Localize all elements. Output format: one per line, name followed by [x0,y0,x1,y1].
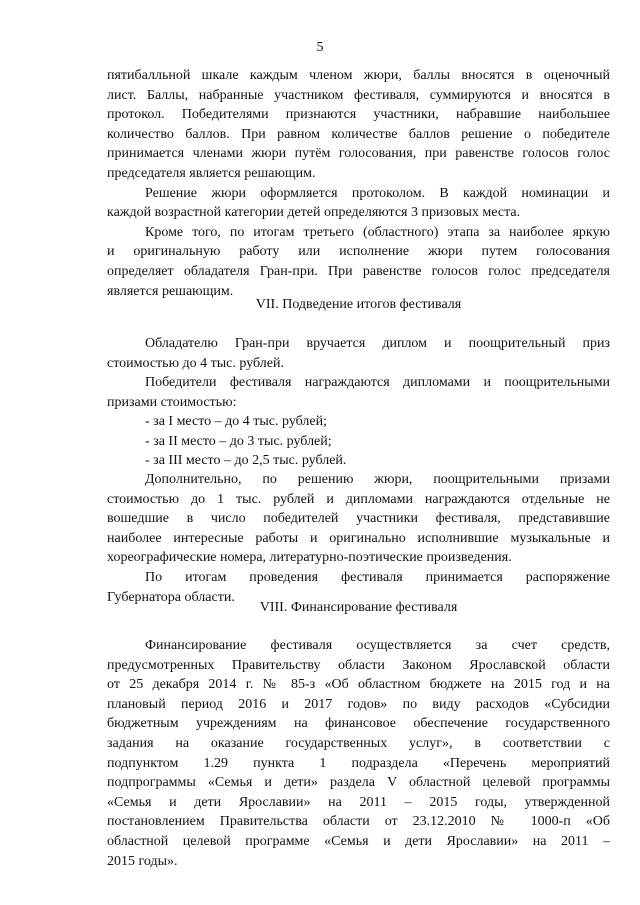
text-line: постановлением Правительства области от 23.12.2010 № 1000-п «Об [107,814,610,830]
text-line: определяет обладателя Гран-при. При равенстве голосов голос председателя [107,263,610,279]
text-line: Победители фестиваля награждаются дипломами и поощрительными [145,375,610,390]
text-line: «Семья и дети Ярославии» на 2011 – 2015 годы, утвержденной [107,794,610,810]
paragraph-grand-prix [107,223,610,301]
text-line: вошедшие в число победителей участники фестиваля, представившие [107,511,610,527]
text-line: хореографические номера, литературно-поэтические произведения. [107,550,512,566]
section-heading-vii: VII. Подведение итогов фестиваля [255,297,462,312]
text-line: подпунктом 1.29 пункта 1 подраздела «Перечень мероприятий [107,755,610,771]
paragraph-protocol [107,184,610,223]
text-line: председателя является решающим. [107,165,316,181]
text-line: от 25 декабря 2014 г. № 85-з «Об областном бюджете на 2015 год и на [107,677,610,693]
text-line: Кроме того, по итогам третьего (областного) этапа за наиболее яркую [145,224,610,240]
text-line: наиболее интересные работы и оригинально исполнившие музыкальные и [107,530,610,546]
text-line: областной целевой программе «Семья и дети Ярославии» на 2011 – [107,833,610,849]
text-line: принимается членами жюри путём голосования, при равенстве голосов голос [107,146,610,162]
paragraph-scoring [107,66,610,184]
paragraph-winners [107,373,610,412]
text-line: 2015 годы». [107,853,178,869]
text-line: Губернатора области. [107,589,235,605]
text-line: лист. Баллы, набранные участником фестиваля, суммируются и вносятся в [107,87,610,103]
text-line: и оригинальную работу или исполнение жюри путем голосования [107,244,610,260]
list-item: - за I место – до 4 тыс. рублей; [145,414,327,429]
text-line: каждой возрастной категории детей определяются 3 призовых места. [107,205,521,221]
text-line: протокол. Победителями признаются участники, набравшие наибольшее [107,107,610,123]
text-line: предусмотренных Правительству области Законом Ярославской области [107,657,610,673]
text-line: стоимостью до 4 тыс. рублей. [107,355,284,371]
paragraph-financing [107,636,610,871]
text-line: Обладателю Гран-при вручается диплом и поощрительный приз [145,336,610,351]
list-item: - за III место – до 2,5 тыс. рублей. [145,453,347,469]
text-line: пятибалльной шкале каждым членом жюри, баллы вносятся в оценочный [107,68,610,83]
text-line: Дополнительно, по решению жюри, поощрительными призами [145,472,610,487]
text-line: задания на оказание государственных услуг», в соответствии с [107,735,610,751]
text-line: бюджетным учреждениям на финансовое обеспечение государственного [107,716,610,732]
text-line: Решение жюри оформляется протоколом. В каждой номинации и [145,185,610,201]
text-line: плановый период 2016 и 2017 годов» по виду расходов «Субсидии [107,696,610,712]
text-line: призами стоимостью: [107,394,237,410]
text-line: количество баллов. При равном количестве баллов решение о победителе [107,126,610,142]
paragraph-grand-prix-award [107,334,610,373]
text-line: стоимостью до 1 тыс. рублей и дипломами награждаются отдельные не [107,491,610,507]
text-line: Финансирование фестиваля осуществляется за счет средств, [145,638,610,653]
paragraph-additional-prizes [107,470,610,568]
text-line: является решающим. [107,283,234,299]
text-line: подпрограммы «Семья и дети» раздела V областной целевой программы [107,775,610,791]
text-line: По итогам проведения фестиваля принимается распоряжение [145,570,610,585]
list-item: - за II место – до 3 тыс. рублей; [145,433,332,449]
prize-list [107,412,610,471]
page-number: 5 [316,40,324,55]
section-heading-viii: VIII. Финансирование фестиваля [259,600,458,615]
